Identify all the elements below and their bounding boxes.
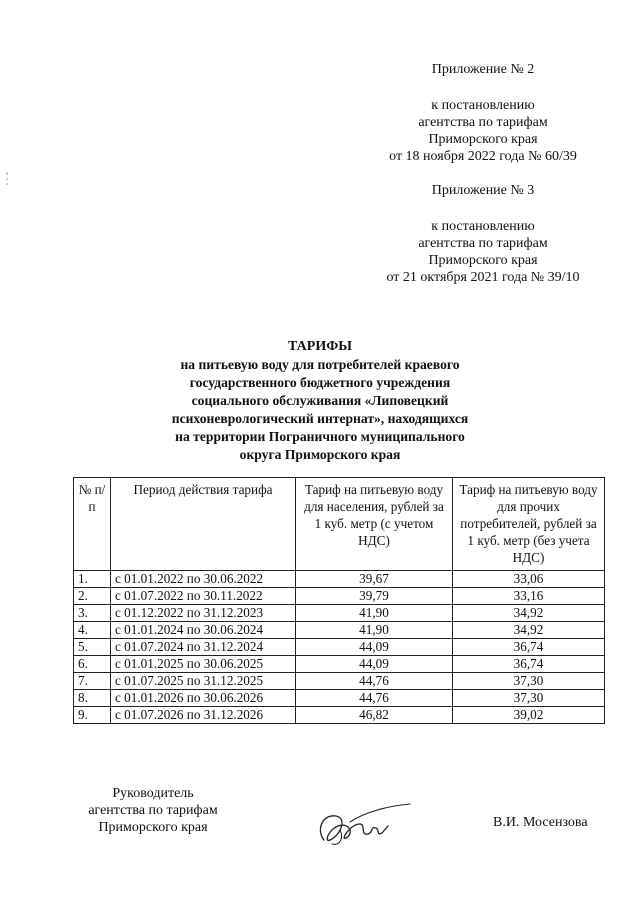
appendix-number: Приложение № 2 [431,62,535,77]
row-num: 8. [74,690,111,707]
handwritten-signature [310,800,420,848]
table-row [74,673,605,690]
row-num: 1. [74,571,111,588]
row-other-tariff: 36,74 [453,656,605,673]
header-other-tariff: Тариф на питьевую воду для прочих потребителей, рублей за 1 куб. метр (без учета НДС) [453,478,605,571]
row-other-tariff: 34,92 [453,622,605,639]
row-num: 4. [74,622,111,639]
table-row [74,690,605,707]
tariff-table [73,477,605,724]
appendix-line: Приморского края [428,132,538,147]
row-other-tariff: 33,16 [453,588,605,605]
row-other-tariff: 33,06 [453,571,605,588]
scan-mark [6,172,8,186]
table-header-row [74,478,605,571]
row-population-tariff: 44,76 [296,690,453,707]
row-period: с 01.07.2024 по 31.12.2024 [111,639,296,656]
row-num: 9. [74,707,111,724]
position-line: Руководитель [112,786,194,801]
appendix-number: Приложение № 3 [431,183,535,198]
table-row [74,605,605,622]
row-other-tariff: 37,30 [453,690,605,707]
row-period: с 01.01.2025 по 30.06.2025 [111,656,296,673]
row-period: с 01.07.2022 по 30.11.2022 [111,588,296,605]
row-num: 2. [74,588,111,605]
title-line: психоневрологический интернат», находящихся [171,411,469,426]
title-line: округа Приморского края [239,447,401,462]
row-period: с 01.01.2022 по 30.06.2022 [111,571,296,588]
row-population-tariff: 39,79 [296,588,453,605]
appendix-line: от 21 октября 2021 года № 39/10 [386,270,580,285]
signatory-name: В.И. Мосензова [493,815,588,830]
table-row [74,656,605,673]
appendix-line: Приморского края [428,253,538,268]
row-period: с 01.01.2026 по 30.06.2026 [111,690,296,707]
row-period: с 01.07.2025 по 31.12.2025 [111,673,296,690]
header-population-tariff: Тариф на питьевую воду для населения, рублей за 1 куб. метр (с учетом НДС) [296,478,453,571]
appendix-line: от 18 ноября 2022 года № 60/39 [389,149,577,164]
appendix-line: агентства по тарифам [418,236,548,251]
table-row [74,588,605,605]
row-population-tariff: 46,82 [296,707,453,724]
row-population-tariff: 41,90 [296,605,453,622]
table-row [74,622,605,639]
row-num: 5. [74,639,111,656]
row-population-tariff: 41,90 [296,622,453,639]
appendix-line: агентства по тарифам [418,115,548,130]
table-row [74,571,605,588]
row-num: 6. [74,656,111,673]
row-period: с 01.12.2022 по 31.12.2023 [111,605,296,622]
row-num: 7. [74,673,111,690]
row-period: с 01.07.2026 по 31.12.2026 [111,707,296,724]
appendix-line: к постановлению [431,98,535,113]
position-line: агентства по тарифам [88,803,218,818]
table-row [74,707,605,724]
row-num: 3. [74,605,111,622]
row-population-tariff: 44,76 [296,673,453,690]
row-population-tariff: 44,09 [296,656,453,673]
position-line: Приморского края [98,820,208,835]
row-other-tariff: 36,74 [453,639,605,656]
appendix-2-block [360,61,606,165]
row-other-tariff: 34,92 [453,605,605,622]
document-title [120,338,520,464]
title-line: на питьевую воду для потребителей краевого [180,357,460,372]
table-row [74,639,605,656]
header-num: № п/п [74,478,111,571]
appendix-3-block [360,182,606,286]
row-population-tariff: 44,09 [296,639,453,656]
title-heading: ТАРИФЫ [288,339,352,354]
signatory-position [68,785,238,836]
row-population-tariff: 39,67 [296,571,453,588]
row-other-tariff: 37,30 [453,673,605,690]
row-other-tariff: 39,02 [453,707,605,724]
appendix-line: к постановлению [431,219,535,234]
title-line: на территории Пограничного муниципального [175,429,465,444]
row-period: с 01.01.2024 по 30.06.2024 [111,622,296,639]
title-line: социального обслуживания «Липовецкий [191,393,449,408]
header-period: Период действия тарифа [111,478,296,571]
title-line: государственного бюджетного учреждения [189,375,451,390]
